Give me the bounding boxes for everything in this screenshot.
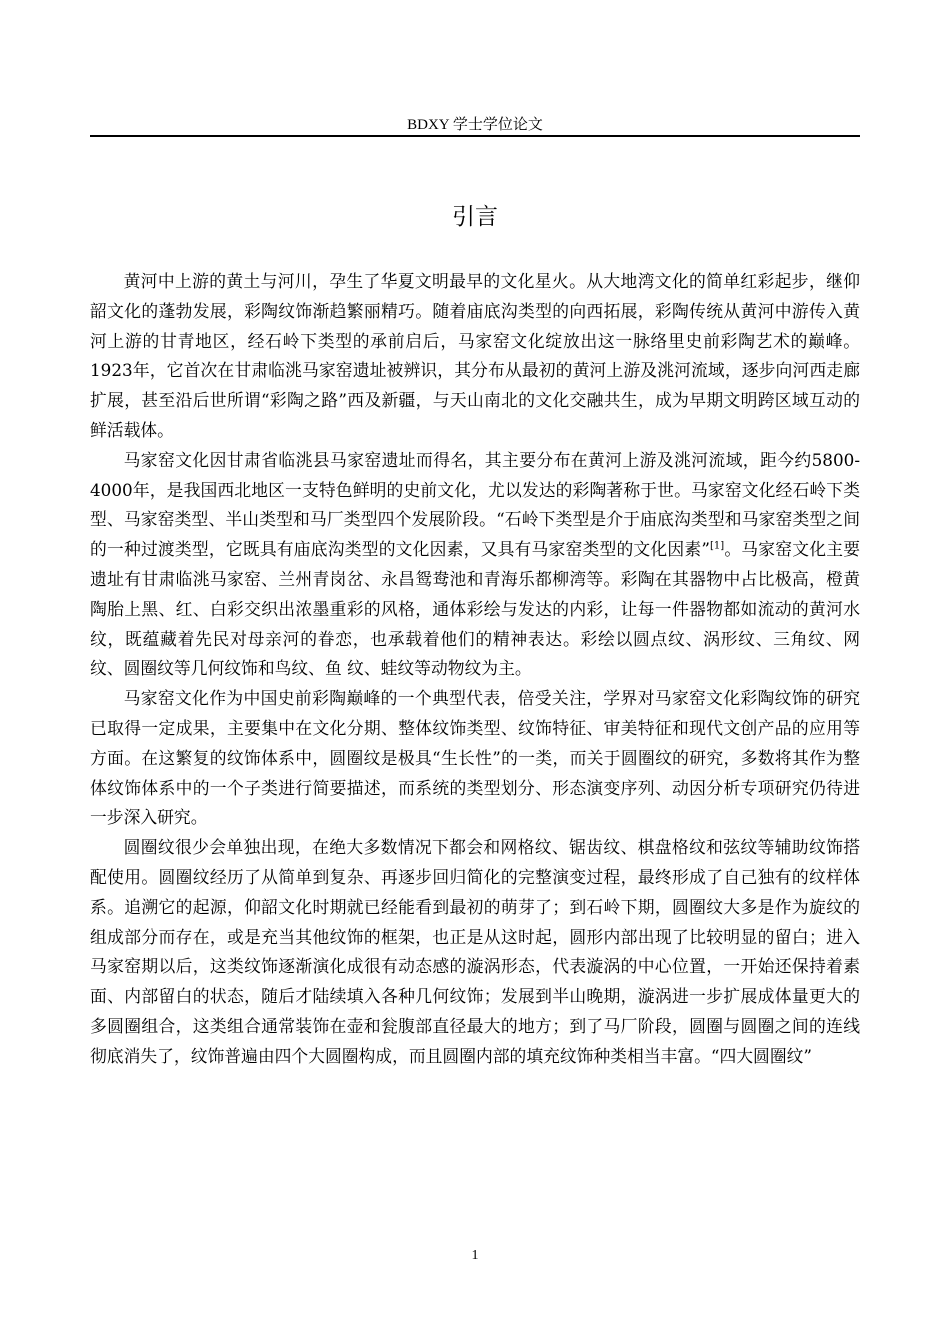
citation-marker: [1]: [709, 540, 725, 552]
body-text: [90, 267, 860, 1072]
header-divider: [90, 135, 860, 137]
paragraph-1: 黄河中上游的黄土与河川，孕生了华夏文明最早的文化星火。从大地湾文化的简单红彩起步，继仰韶文化的蓬勃发展，彩陶纹饰渐趋繁丽精巧。随着庙底沟类型的向西拓展，彩陶传统从黄河中游传入黄河上游的甘青地区，经石岭下类型的承前启后，马家窑文化绽放出这一脉络里史前彩陶艺术的巅峰。1923年，它首次在甘肃临洮马家窑遗址被辨识，其分布从最初的黄河上游及洮河流域，逐步向河西走廊扩展，甚至沿后世所谓“彩陶之路”西及新疆，与天山南北的文化交融共生，成为早期文明跨区域互动的鲜活载体。: [90, 271, 860, 440]
paragraph-2-text-after: 。马家窑文化主要遗址有甘肃临洮马家窑、兰州青岗岔、永昌鸳鸯池和青海乐都柳湾等。彩陶在其器物中占比极高，橙黄陶胎上黑、红、白彩交织出浓墨重彩的风格，通体彩绘与发达的内彩，让每一件器物都如流动的黄河水纹，既蕴藏着先民对母亲河的眷恋，也承载着他们的精神表达。彩绘以圆点纹、涡形纹、三角纹、网纹、圆圈纹等几何纹饰和鸟纹、鱼 纹、蛙纹等动物纹为主。: [90, 539, 860, 679]
paragraph-3: 马家窑文化作为中国史前彩陶巅峰的一个典型代表，倍受关注，学界对马家窑文化彩陶纹饰的研究已取得一定成果，主要集中在文化分期、整体纹饰类型、纹饰特征、审美特征和现代文创产品的应用等方面。在这繁复的纹饰体系中，圆圈纹是极具“生长性”的一类，而关于圆圈纹的研究，多数将其作为整体纹饰体系中的一个子类进行简要描述，而系统的类型划分、形态演变序列、动因分析专项研究仍待进一步深入研究。: [90, 688, 860, 828]
page-number: 1: [471, 1248, 479, 1263]
running-header: BDXY 学士学位论文: [407, 117, 543, 133]
paragraph-2: [90, 446, 860, 684]
paragraph-2-text-before: 马家窑文化因甘肃省临洮县马家窑遗址而得名，其主要分布在黄河上游及洮河流域，距今约5800-4000年，是我国西北地区一支特色鲜明的史前文化，尤以发达的彩陶著称于世。马家窑文化经石岭下类型、马家窑类型、半山类型和马厂类型四个发展阶段。“石岭下类型是介于庙底沟类型和马家窑类型之间的一种过渡类型，它既具有庙底沟类型的文化因素，又具有马家窑类型的文化因素”: [90, 449, 860, 560]
paragraph-4: 圆圈纹很少会单独出现，在绝大多数情况下都会和网格纹、锯齿纹、棋盘格纹和弦纹等辅助纹饰搭配使用。圆圈纹经历了从简单到复杂、再逐步回归简化的完整演变过程，最终形成了自己独有的纹样体系。追溯它的起源，仰韶文化时期就已经能看到最初的萌芽了；到石岭下期，圆圈纹大多是作为旋纹的组成部分而存在，或是充当其他纹饰的框架，也正是从这时起，圆形内部出现了比较明显的留白；进入马家窑期以后，这类纹饰逐渐演化成很有动态感的漩涡形态，代表漩涡的中心位置，一开始还保持着素面、内部留白的状态，随后才陆续填入各种几何纹饰；发展到半山晚期，漩涡进一步扩展成体量更大的多圆圈组合，这类组合通常装饰在壶和瓮腹部直径最大的地方；到了马厂阶段，圆圈与圆圈之间的连线彻底消失了，纹饰普遍由四个大圆圈构成，而且圆圈内部的填充纹饰种类相当丰富。“四大圆圈纹”: [90, 837, 860, 1066]
section-title: 引言: [452, 204, 498, 230]
